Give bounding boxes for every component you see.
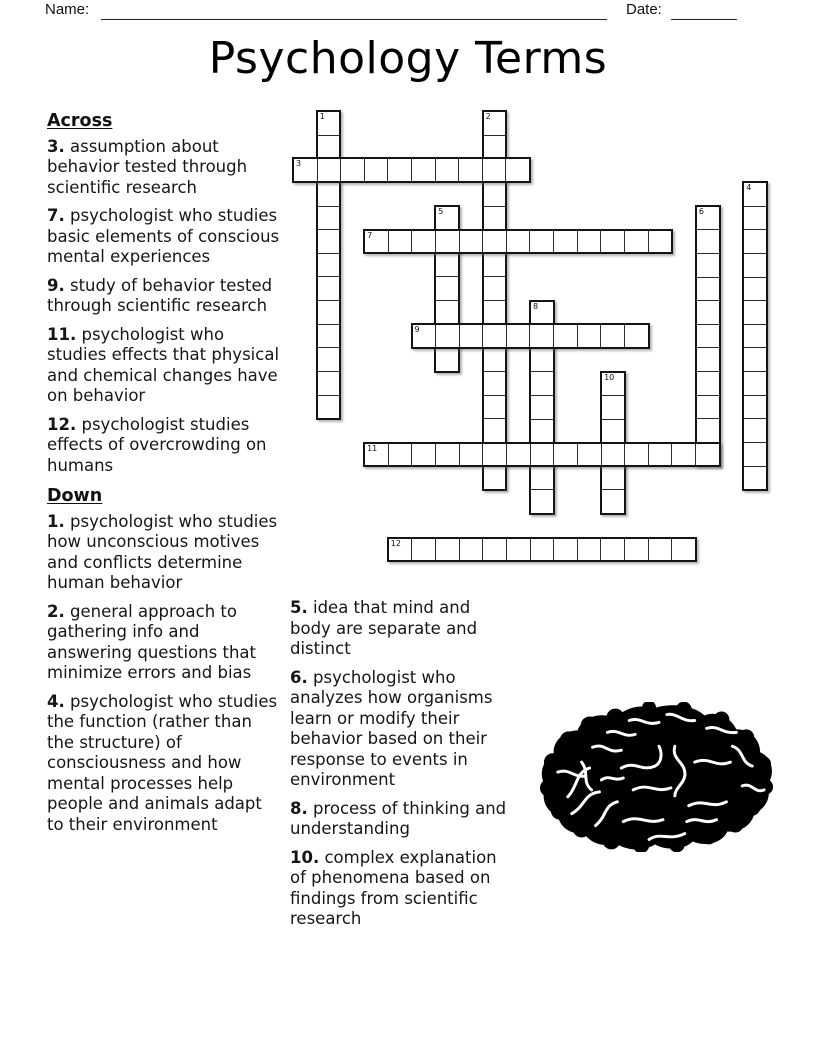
grid-cell[interactable] — [318, 182, 340, 206]
grid-cell[interactable] — [744, 206, 766, 230]
grid-cell[interactable] — [602, 489, 624, 513]
clue-text: psychologist who studies the function (rather than the structure) of consciousness and how mental processes help people and animals adapt to their environment — [47, 691, 278, 834]
grid-cell[interactable] — [411, 159, 435, 181]
grid-cell[interactable] — [482, 539, 506, 561]
grid-cell[interactable] — [411, 444, 435, 466]
date-line[interactable] — [671, 3, 737, 20]
grid-cell[interactable] — [600, 325, 624, 347]
grid-cell[interactable] — [484, 395, 506, 419]
grid-cell[interactable] — [482, 444, 506, 466]
across-clue-list — [47, 137, 283, 477]
grid-cell[interactable] — [671, 539, 695, 561]
grid-cell[interactable] — [484, 182, 506, 206]
grid-cell[interactable] — [697, 371, 719, 395]
cell-number: 3 — [296, 159, 302, 169]
grid-cell[interactable] — [744, 466, 766, 490]
grid-cell[interactable] — [387, 159, 411, 181]
grid-cell[interactable] — [484, 300, 506, 324]
grid-cell[interactable] — [648, 539, 672, 561]
grid-cell[interactable] — [459, 325, 483, 347]
grid-cell[interactable] — [318, 371, 340, 395]
word-12-across — [387, 537, 697, 563]
grid-cell[interactable] — [531, 419, 553, 443]
grid-cell[interactable] — [529, 325, 553, 347]
grid-cell[interactable] — [318, 229, 340, 253]
word-3-across — [292, 157, 531, 183]
grid-cell[interactable] — [317, 159, 341, 181]
clue-text: psychologist who studies how unconscious motives and conflicts determine human behavior — [47, 511, 278, 592]
grid-cell[interactable] — [435, 159, 459, 181]
grid-cell[interactable] — [318, 300, 340, 324]
grid-cell[interactable] — [531, 371, 553, 395]
grid-cell[interactable] — [531, 466, 553, 490]
grid-cell[interactable] — [364, 159, 388, 181]
grid-cell[interactable] — [553, 231, 577, 253]
grid-cell[interactable] — [529, 231, 553, 253]
grid-cell[interactable] — [435, 444, 459, 466]
clue-text: process of thinking and understanding — [290, 798, 507, 838]
grid-cell[interactable] — [484, 466, 506, 490]
grid-cell[interactable] — [436, 347, 458, 371]
cell-number: 1 — [319, 112, 325, 121]
grid-cell[interactable] — [484, 371, 506, 395]
cell-number: 5 — [438, 206, 444, 216]
clue-text: general approach to gathering info and answering questions that minimize errors and bias — [47, 601, 256, 682]
clue-number: 3. — [47, 136, 65, 156]
grid-cell[interactable] — [482, 325, 506, 347]
grid-cell[interactable] — [484, 418, 506, 442]
grid-cell[interactable] — [459, 444, 483, 466]
clues-column-left — [47, 111, 283, 843]
grid-cell[interactable] — [553, 539, 577, 561]
name-line[interactable] — [101, 3, 607, 20]
clue-number: 2. — [47, 601, 65, 621]
grid-cell[interactable] — [602, 395, 624, 419]
grid-cell[interactable] — [744, 277, 766, 301]
grid-cell[interactable] — [697, 324, 719, 348]
grid-cell[interactable] — [695, 444, 719, 466]
clue-text: psychologist who studies effects that physical and chemical changes have on behavior — [47, 324, 280, 405]
grid-cell[interactable] — [484, 347, 506, 371]
grid-cell[interactable] — [484, 253, 506, 277]
grid-cell[interactable] — [531, 489, 553, 513]
brain-image — [538, 702, 776, 852]
grid-cell[interactable] — [697, 229, 719, 253]
grid-cell[interactable] — [340, 159, 364, 181]
cell-number: 10 — [604, 372, 615, 382]
grid-cell[interactable] — [388, 231, 412, 253]
clue-item — [47, 692, 283, 836]
clue-number: 5. — [290, 598, 308, 617]
word-11-across — [363, 442, 721, 468]
grid-cell[interactable] — [318, 324, 340, 348]
grid-cell[interactable] — [436, 253, 458, 277]
grid-cell[interactable] — [318, 276, 340, 300]
crossword-grid — [292, 110, 772, 565]
grid-cell[interactable] — [697, 300, 719, 324]
cell-number: 9 — [414, 325, 420, 335]
clue-number: 4. — [47, 691, 65, 711]
cell-number: 8 — [533, 301, 539, 311]
clue-item — [47, 602, 283, 684]
cell-number: 11 — [367, 443, 378, 453]
grid-cell[interactable] — [744, 229, 766, 253]
clue-number: 12. — [47, 414, 77, 434]
grid-cell[interactable] — [506, 325, 530, 347]
grid-cell[interactable] — [435, 231, 459, 253]
clue-text: psychologist who analyzes how organisms learn or modify their behavior based on their response to events in environment — [290, 667, 493, 789]
clue-item — [290, 799, 508, 840]
clue-number: 10. — [290, 847, 320, 867]
grid-cell[interactable] — [318, 253, 340, 277]
grid-cell[interactable] — [506, 539, 530, 561]
clue-item — [47, 415, 283, 477]
grid-cell[interactable] — [602, 419, 624, 443]
clue-item — [290, 598, 508, 660]
grid-cell[interactable] — [506, 444, 530, 466]
grid-cell[interactable] — [697, 347, 719, 371]
grid-cell[interactable] — [553, 325, 577, 347]
grid-cell[interactable] — [624, 231, 648, 253]
down-heading: Down — [47, 486, 103, 506]
cell-number: 4 — [746, 183, 752, 193]
grid-cell[interactable] — [602, 466, 624, 490]
clue-number: 1. — [47, 511, 65, 531]
name-label: Name: — [45, 1, 90, 18]
grid-cell[interactable] — [744, 324, 766, 348]
cell-number: 12 — [390, 538, 401, 548]
clue-number: 7. — [47, 206, 65, 225]
clue-number: 6. — [290, 667, 308, 687]
across-heading: Across — [47, 111, 113, 131]
grid-cell[interactable] — [624, 325, 648, 347]
grid-cell[interactable] — [744, 300, 766, 324]
clue-item — [47, 325, 283, 407]
clue-item — [47, 137, 283, 199]
grid-cell[interactable] — [577, 325, 601, 347]
word-6-down — [695, 205, 721, 468]
grid-cell[interactable] — [482, 231, 506, 253]
clue-number: 8. — [290, 798, 308, 818]
grid-cell[interactable] — [577, 231, 601, 253]
grid-cell[interactable] — [436, 276, 458, 300]
down-clue-list-1 — [47, 512, 283, 836]
grid-cell[interactable] — [436, 300, 458, 324]
grid-cell[interactable] — [484, 276, 506, 300]
grid-cell[interactable] — [411, 231, 435, 253]
grid-cell[interactable] — [435, 539, 459, 561]
clue-text: assumption about behavior tested through scientific research — [47, 136, 248, 197]
clue-number: 11. — [47, 324, 77, 344]
down-clue-list-2 — [290, 598, 508, 938]
clue-text: complex explanation of phenomena based on findings from scientific research — [290, 847, 497, 928]
cell-number: 2 — [485, 112, 491, 121]
grid-cell[interactable] — [744, 347, 766, 371]
grid-cell[interactable] — [553, 444, 577, 466]
date-label: Date: — [626, 1, 662, 18]
grid-cell[interactable] — [697, 395, 719, 419]
grid-cell[interactable] — [744, 442, 766, 466]
grid-cell[interactable] — [388, 444, 412, 466]
grid-cell[interactable] — [744, 418, 766, 442]
clue-item — [290, 668, 508, 791]
grid-cell[interactable] — [577, 444, 601, 466]
grid-cell[interactable] — [624, 444, 648, 466]
grid-cell[interactable] — [744, 395, 766, 419]
word-9-across — [411, 323, 650, 349]
grid-cell[interactable] — [697, 277, 719, 301]
grid-cell[interactable] — [318, 347, 340, 371]
grid-cell[interactable] — [318, 206, 340, 230]
grid-cell[interactable] — [318, 135, 340, 159]
cell-number: 7 — [367, 230, 373, 240]
clue-number: 9. — [47, 275, 65, 295]
grid-cell[interactable] — [484, 135, 506, 159]
word-7-across — [363, 229, 673, 255]
grid-cell[interactable] — [531, 395, 553, 419]
grid-cell[interactable] — [531, 348, 553, 372]
word-4-down — [742, 181, 768, 491]
grid-cell[interactable] — [411, 539, 435, 561]
grid-cell[interactable] — [577, 539, 601, 561]
grid-cell[interactable] — [648, 444, 672, 466]
grid-cell[interactable] — [601, 444, 625, 466]
clue-text: psychologist who studies basic elements of conscious mental experiences — [47, 206, 280, 266]
clue-item — [47, 276, 283, 317]
clue-item — [47, 206, 283, 268]
grid-cell[interactable] — [318, 395, 340, 419]
grid-cell[interactable] — [648, 231, 672, 253]
grid-cell[interactable] — [530, 444, 554, 466]
clue-item — [290, 848, 508, 930]
grid-cell[interactable] — [458, 159, 482, 181]
page-title: Psychology Terms — [208, 33, 608, 84]
grid-cell[interactable] — [530, 539, 554, 561]
grid-cell[interactable] — [671, 444, 695, 466]
cell-number: 6 — [698, 206, 704, 216]
grid-cell[interactable] — [744, 371, 766, 395]
clue-text: psychologist studies effects of overcrowding on humans — [47, 414, 267, 475]
grid-cell[interactable] — [484, 206, 506, 230]
grid-cell[interactable] — [697, 418, 719, 442]
grid-cell[interactable] — [482, 159, 506, 181]
grid-cell[interactable] — [744, 253, 766, 277]
grid-cell[interactable] — [459, 231, 483, 253]
grid-cell[interactable] — [505, 159, 529, 181]
clue-text: idea that mind and body are separate and distinct — [290, 598, 478, 658]
grid-cell[interactable] — [624, 539, 648, 561]
grid-cell[interactable] — [435, 325, 459, 347]
clue-text: study of behavior tested through scientific research — [47, 275, 273, 315]
grid-cell[interactable] — [506, 231, 530, 253]
grid-cell[interactable] — [600, 539, 624, 561]
grid-cell[interactable] — [600, 231, 624, 253]
clue-item — [47, 512, 283, 594]
grid-cell[interactable] — [459, 539, 483, 561]
grid-cell[interactable] — [697, 253, 719, 277]
